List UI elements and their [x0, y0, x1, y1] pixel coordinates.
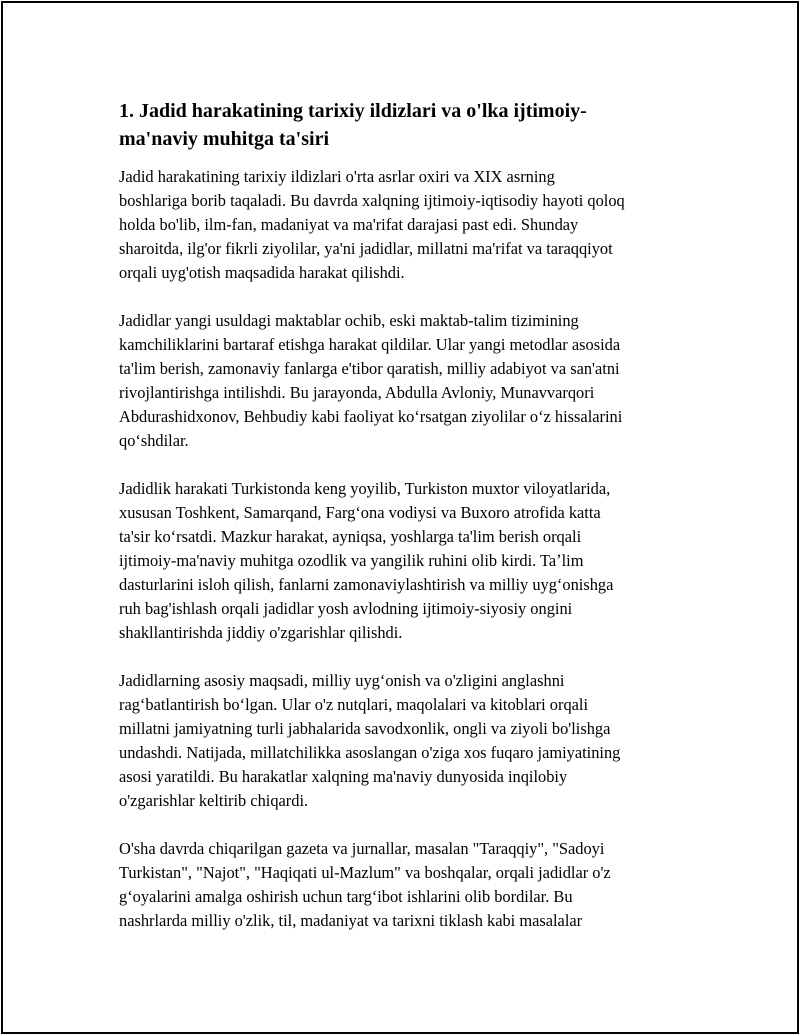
text-line: O'sha davrda chiqarilgan gazeta va jurnallar, masalan "Taraqqiy", "Sadoyi — [119, 839, 605, 858]
text-line: holda bo'lib, ilm-fan, madaniyat va ma'rifat darajasi past edi. Shunday — [119, 215, 579, 234]
paragraph-4 — [119, 669, 689, 813]
text-line: ta'sir koʻrsatdi. Mazkur harakat, ayniqsa, yoshlarga ta'lim berish orqali — [119, 527, 582, 546]
text-line: undashdi. Natijada, millatchilikka asoslangan o'ziga xos fuqaro jamiyatining — [119, 743, 621, 762]
text-line: ragʻbatlantirish boʻlgan. Ular o'z nutqlari, maqolalari va kitoblari orqali — [119, 695, 589, 714]
text-line: xususan Toshkent, Samarqand, Fargʻona vodiysi va Buxoro atrofida katta — [119, 503, 601, 522]
text-line: orqali uyg'otish maqsadida harakat qilishdi. — [119, 263, 405, 282]
text-line: Jadidlarning asosiy maqsadi, milliy uygʻonish va o'zligini anglashni — [119, 671, 565, 690]
paragraph-3 — [119, 477, 689, 645]
text-line: sharoitda, ilg'or fikrli ziyolilar, ya'ni jadidlar, millatni ma'rifat va taraqqiyot — [119, 239, 613, 258]
text-line: Jadidlar yangi usuldagi maktablar ochib, eski maktab-talim tizimining — [119, 311, 579, 330]
text-line: ruh bag'ishlash orqali jadidlar yosh avlodning ijtimoiy-siyosiy ongini — [119, 599, 573, 618]
text-line: boshlariga borib taqaladi. Bu davrda xalqning ijtimoiy-iqtisodiy hayoti qoloq — [119, 191, 625, 210]
text-line: kamchiliklarini bartaraf etishga harakat qildilar. Ular yangi metodlar asosida — [119, 335, 621, 354]
text-line: o'zgarishlar keltirib chiqardi. — [119, 791, 309, 810]
text-line: qoʻshdilar. — [119, 431, 189, 450]
text-line: Abdurashidxonov, Behbudiy kabi faoliyat koʻrsatgan ziyolilar oʻz hissalarini — [119, 407, 623, 426]
text-line: gʻoyalarini amalga oshirish uchun targʻibot ishlarini olib bordilar. Bu — [119, 887, 573, 906]
paragraph-2 — [119, 309, 689, 453]
document-content — [119, 97, 689, 957]
text-line: Turkistan", "Najot", "Haqiqati ul-Mazlum" va boshqalar, orqali jadidlar o'z — [119, 863, 611, 882]
heading-line: 1. Jadid harakatining tarixiy ildizlari va o'lka ijtimoiy- — [119, 100, 587, 122]
text-line: Jadid harakatining tarixiy ildizlari o'rta asrlar oxiri va XIX asrning — [119, 167, 555, 186]
text-line: ta'lim berish, zamonaviy fanlarga e'tibor qaratish, milliy adabiyot va san'atni — [119, 359, 620, 378]
heading-line: ma'naviy muhitga ta'siri — [119, 128, 330, 150]
section-heading — [119, 97, 689, 153]
text-line: dasturlarini isloh qilish, fanlarni zamonaviylashtirish va milliy uygʻonishga — [119, 575, 614, 594]
paragraph-1 — [119, 165, 689, 285]
text-line: millatni jamiyatning turli jabhalarida savodxonlik, ongli va ziyoli bo'lishga — [119, 719, 611, 738]
text-line: nashrlarda milliy o'zlik, til, madaniyat va tarixni tiklash kabi masalalar — [119, 911, 583, 930]
text-line: rivojlantirishga intilishdi. Bu jarayonda, Abdulla Avloniy, Munavvarqori — [119, 383, 595, 402]
document-page — [1, 1, 799, 1034]
text-line: shakllantirishda jiddiy o'zgarishlar qilishdi. — [119, 623, 403, 642]
paragraph-5 — [119, 837, 689, 933]
text-line: ijtimoiy-ma'naviy muhitga ozodlik va yangilik ruhini olib kirdi. Taʼlim — [119, 551, 584, 570]
text-line: Jadidlik harakati Turkistonda keng yoyilib, Turkiston muxtor viloyatlarida, — [119, 479, 611, 498]
text-line: asosi yaratildi. Bu harakatlar xalqning ma'naviy dunyosida inqilobiy — [119, 767, 568, 786]
